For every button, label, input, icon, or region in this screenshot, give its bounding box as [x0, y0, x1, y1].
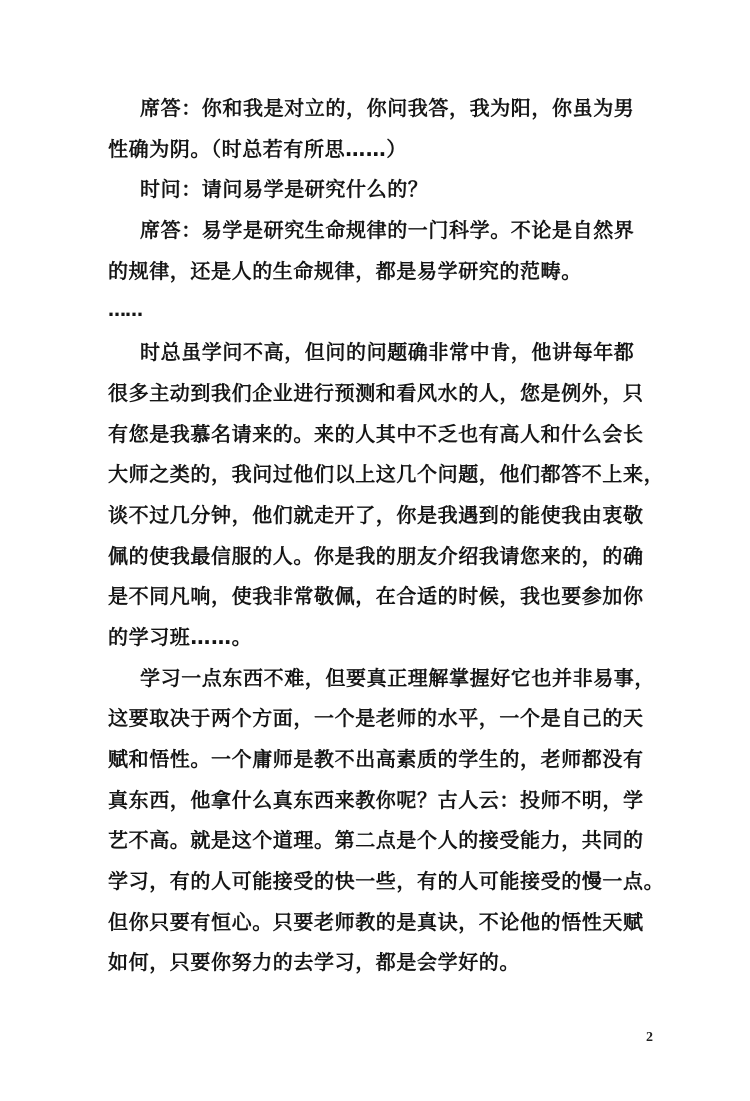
text-line: 席答：你和我是对立的，你问我答，我为阳，你虽为男	[140, 96, 635, 120]
page-number: 2	[646, 1030, 653, 1045]
text-line: 性确为阴。（时总若有所思……）	[108, 136, 407, 161]
text-line: 的学习班……。	[108, 624, 253, 649]
text-line: 是不同凡响，使我非常敬佩，在合适的时候，我也要参加你	[108, 584, 644, 609]
text-line: 赋和悟性。一个庸师是教不出高素质的学生的，老师都没有	[108, 747, 644, 771]
text-line: 学习一点东西不难，但要真正理解掌握好它也并非易事，	[140, 665, 655, 690]
text-line: 有您是我慕名请来的。来的人其中不乏也有高人和什么会长	[108, 421, 644, 446]
text-line: 大师之类的，我问过他们以上这几个问题，他们都答不上来，	[108, 462, 665, 487]
text-line: 席答：易学是研究生命规律的一门科学。不论是自然界	[140, 218, 635, 243]
text-line: 学习，有的人可能接受的快一些，有的人可能接受的慢一点。	[108, 869, 665, 894]
text-line: 很多主动到我们企业进行预测和看风水的人，您是例外，只	[108, 380, 644, 405]
text-line: 的规律，还是人的生命规律，都是易学研究的范畴。	[108, 258, 582, 283]
body-text	[108, 88, 665, 983]
text-line: 艺不高。就是这个道理。第二点是个人的接受能力，共同的	[108, 828, 644, 853]
text-line: 佩的使我最信服的人。你是我的朋友介绍我请您来的，的确	[108, 543, 644, 568]
text-line: 但你只要有恒心。只要老师教的是真诀，不论他的悟性天赋	[108, 909, 644, 934]
text-line: 时总虽学问不高，但问的问题确非常中肯，他讲每年都	[140, 340, 635, 365]
text-line: 谈不过几分钟，他们就走开了，你是我遇到的能使我由衷敬	[108, 502, 644, 527]
text-line: 如何，只要你努力的去学习，都是会学好的。	[108, 950, 520, 975]
text-line: 真东西，他拿什么真东西来教你呢？古人云：投师不明，学	[108, 787, 644, 812]
text-line: 时问：请问易学是研究什么的？	[140, 177, 429, 202]
ellipsis-line: ……	[108, 300, 142, 322]
text-line: 这要取决于两个方面，一个是老师的水平，一个是自己的天	[108, 706, 644, 731]
